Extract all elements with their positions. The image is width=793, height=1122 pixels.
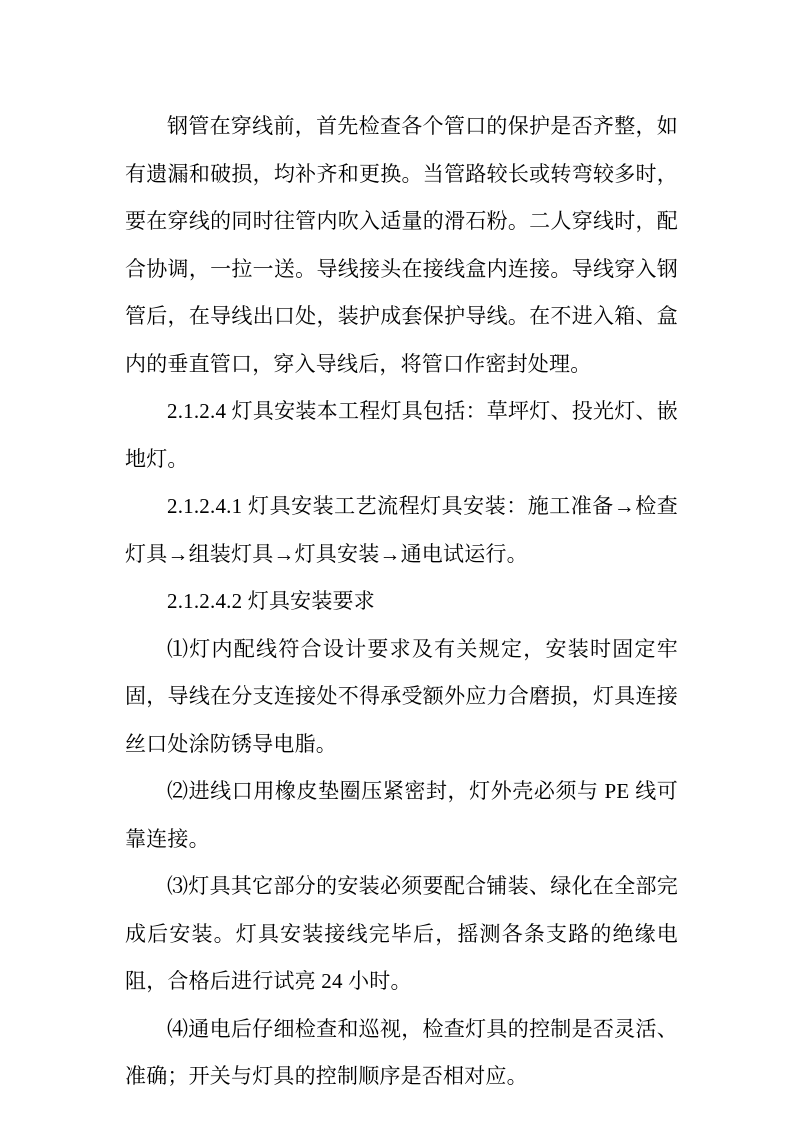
requirement-item-1: ⑴灯内配线符合设计要求及有关规定，安装时固定牢固，导线在分支连接处不得承受额外应力合磨损，灯具连接丝口处涂防锈导电脂。 bbox=[125, 636, 678, 756]
paragraph-conduit-wiring: 钢管在穿线前，首先检查各个管口的保护是否齐整，如有遗漏和破损，均补齐和更换。当管路较长或转弯较多时，要在穿线的同时往管内吹入适量的滑石粉。二人穿线时，配合协调，一拉一送。导线接头在接线盒内连接。导线穿入钢管后，在导线出口处，装护成套保护导线。在不进入箱、盒内的垂直管口，穿入导线后，将管口作密封处理。 bbox=[125, 114, 678, 376]
requirement-item-2: ⑵进线口用橡皮垫圈压紧密封，灯外壳必须与 PE 线可靠连接。 bbox=[125, 779, 678, 851]
requirement-item-3: ⑶灯具其它部分的安装必须要配合铺装、绿化在全部完成后安装。灯具安装接线完毕后，摇测各条支路的绝缘电阻，合格后进行试亮 24 小时。 bbox=[125, 874, 678, 993]
document-page bbox=[125, 103, 678, 1101]
requirement-item-4: ⑷通电后仔细检查和巡视，检查灯具的控制是否灵活、准确；开关与灯具的控制顺序是否相对应。 bbox=[125, 1016, 678, 1088]
heading-installation-requirements: 2.1.2.4.2 灯具安装要求 bbox=[167, 589, 375, 613]
heading-lamp-installation: 2.1.2.4 灯具安装本工程灯具包括：草坪灯、投光灯、嵌地灯。 bbox=[125, 399, 678, 471]
paragraph-installation-process: 2.1.2.4.1 灯具安装工艺流程灯具安装：施工准备→检查灯具→组装灯具→灯具安装→通电试运行。 bbox=[125, 494, 678, 566]
